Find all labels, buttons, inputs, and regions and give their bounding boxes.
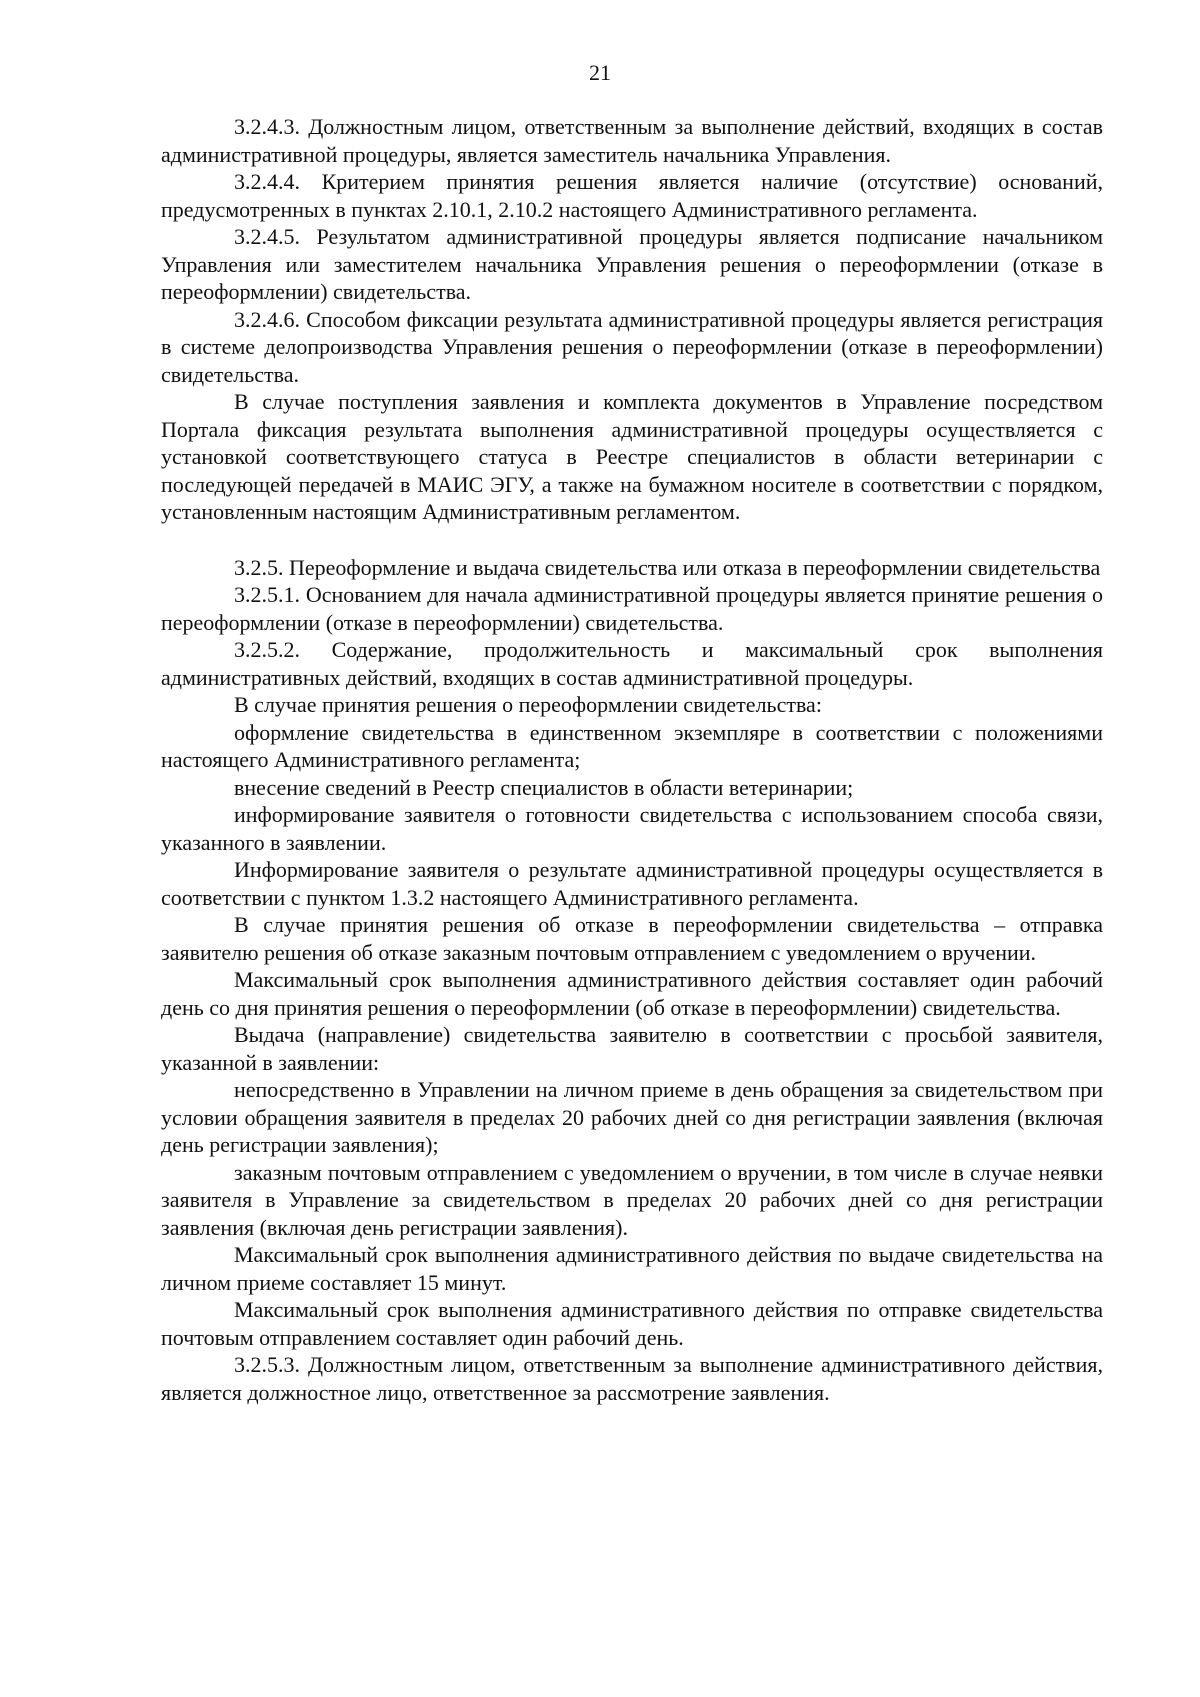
- paragraph-delivery-intro: Выдача (направление) свидетельства заявителю в соответствии с просьбой заявителя, указанной в заявлении:: [161, 1022, 1103, 1075]
- list-item-in-person: непосредственно в Управлении на личном приеме в день обращения за свидетельством при условии обращения заявителя в пределах 20 рабочих дней со дня регистрации заявления (включая день регистрации заявления);: [161, 1077, 1103, 1157]
- list-item-registry: внесение сведений в Реестр специалистов в области ветеринарии;: [234, 774, 854, 800]
- paragraph-3-2-5-1: 3.2.5.1. Основанием для начала административной процедуры является принятие решения о переоформлении (отказе в переоформлении) свидетельства.: [161, 582, 1103, 635]
- paragraph-portal-fixation: В случае поступления заявления и комплекта документов в Управление посредством Портала фиксация результата выполнения административной процедуры осуществляется с установкой соответствующего статуса в Реестре специалистов в области ветеринарии с последующей передачей в МАИС ЭГУ, а также на бумажном носителе в соответствии с порядком, установленным настоящим Административным регламентом.: [161, 389, 1103, 524]
- document-body: [161, 113, 1103, 1406]
- paragraph-informing-result: Информирование заявителя о результате административной процедуры осуществляется в соответствии с пунктом 1.3.2 настоящего Административного регламента.: [161, 857, 1103, 910]
- paragraph-3-2-5-3: 3.2.5.3. Должностным лицом, ответственным за выполнение административного действия, является должностное лицо, ответственное за рассмотрение заявления.: [161, 1352, 1103, 1405]
- section-spacer: [161, 526, 1103, 554]
- paragraph-max-term-15-min: Максимальный срок выполнения административного действия по выдаче свидетельства на личном приеме составляет 15 минут.: [161, 1242, 1103, 1295]
- paragraph-decision-intro: В случае принятия решения о переоформлении свидетельства:: [234, 692, 822, 717]
- list-item-informing: информирование заявителя о готовности свидетельства с использованием способа связи, указанного в заявлении.: [161, 802, 1103, 855]
- paragraph-3-2-4-6: 3.2.4.6. Способом фиксации результата административной процедуры является регистрация в системе делопроизводства Управления решения о переоформлении (отказе в переоформлении) свидетельства.: [161, 306, 1103, 387]
- paragraph-3-2-4-3: 3.2.4.3. Должностным лицом, ответственным за выполнение действий, входящих в состав административной процедуры, является заместитель начальника Управления.: [161, 114, 1103, 167]
- section-heading-3-2-5: 3.2.5. Переоформление и выдача свидетельства или отказа в переоформлении свидетельства: [234, 554, 1101, 580]
- paragraph-max-term-one-day: Максимальный срок выполнения административного действия составляет один рабочий день со дня принятия решения о переоформлении (об отказе в переоформлении) свидетельства.: [161, 967, 1103, 1020]
- paragraph-refusal: В случае принятия решения об отказе в переоформлении свидетельства – отправка заявителю решения об отказе заказным почтовым отправлением с уведомлением о вручении.: [161, 912, 1103, 965]
- paragraph-3-2-5-2: 3.2.5.2. Содержание, продолжительность и максимальный срок выполнения административных действий, входящих в состав административной процедуры.: [161, 637, 1103, 690]
- paragraph-3-2-4-5: 3.2.4.5. Результатом административной процедуры является подписание начальником Управления или заместителем начальника Управления решения о переоформлении (отказе в переоформлении) свидетельства.: [161, 224, 1103, 304]
- list-item-issuance: оформление свидетельства в единственном экземпляре в соответствии с положениями настоящего Административного регламента;: [161, 719, 1103, 772]
- paragraph-3-2-4-4: 3.2.4.4. Критерием принятия решения является наличие (отсутствие) оснований, предусмотренных в пунктах 2.10.1, 2.10.2 настоящего Административного регламента.: [161, 169, 1103, 222]
- list-item-by-mail: заказным почтовым отправлением с уведомлением о вручении, в том числе в случае неявки заявителя в Управление за свидетельством в пределах 20 рабочих дней со дня регистрации заявления (включая день регистрации заявления).: [161, 1159, 1103, 1240]
- page-number: 21: [589, 60, 611, 85]
- paragraph-max-term-mail: Максимальный срок выполнения административного действия по отправке свидетельства почтовым отправлением составляет один рабочий день.: [161, 1297, 1103, 1350]
